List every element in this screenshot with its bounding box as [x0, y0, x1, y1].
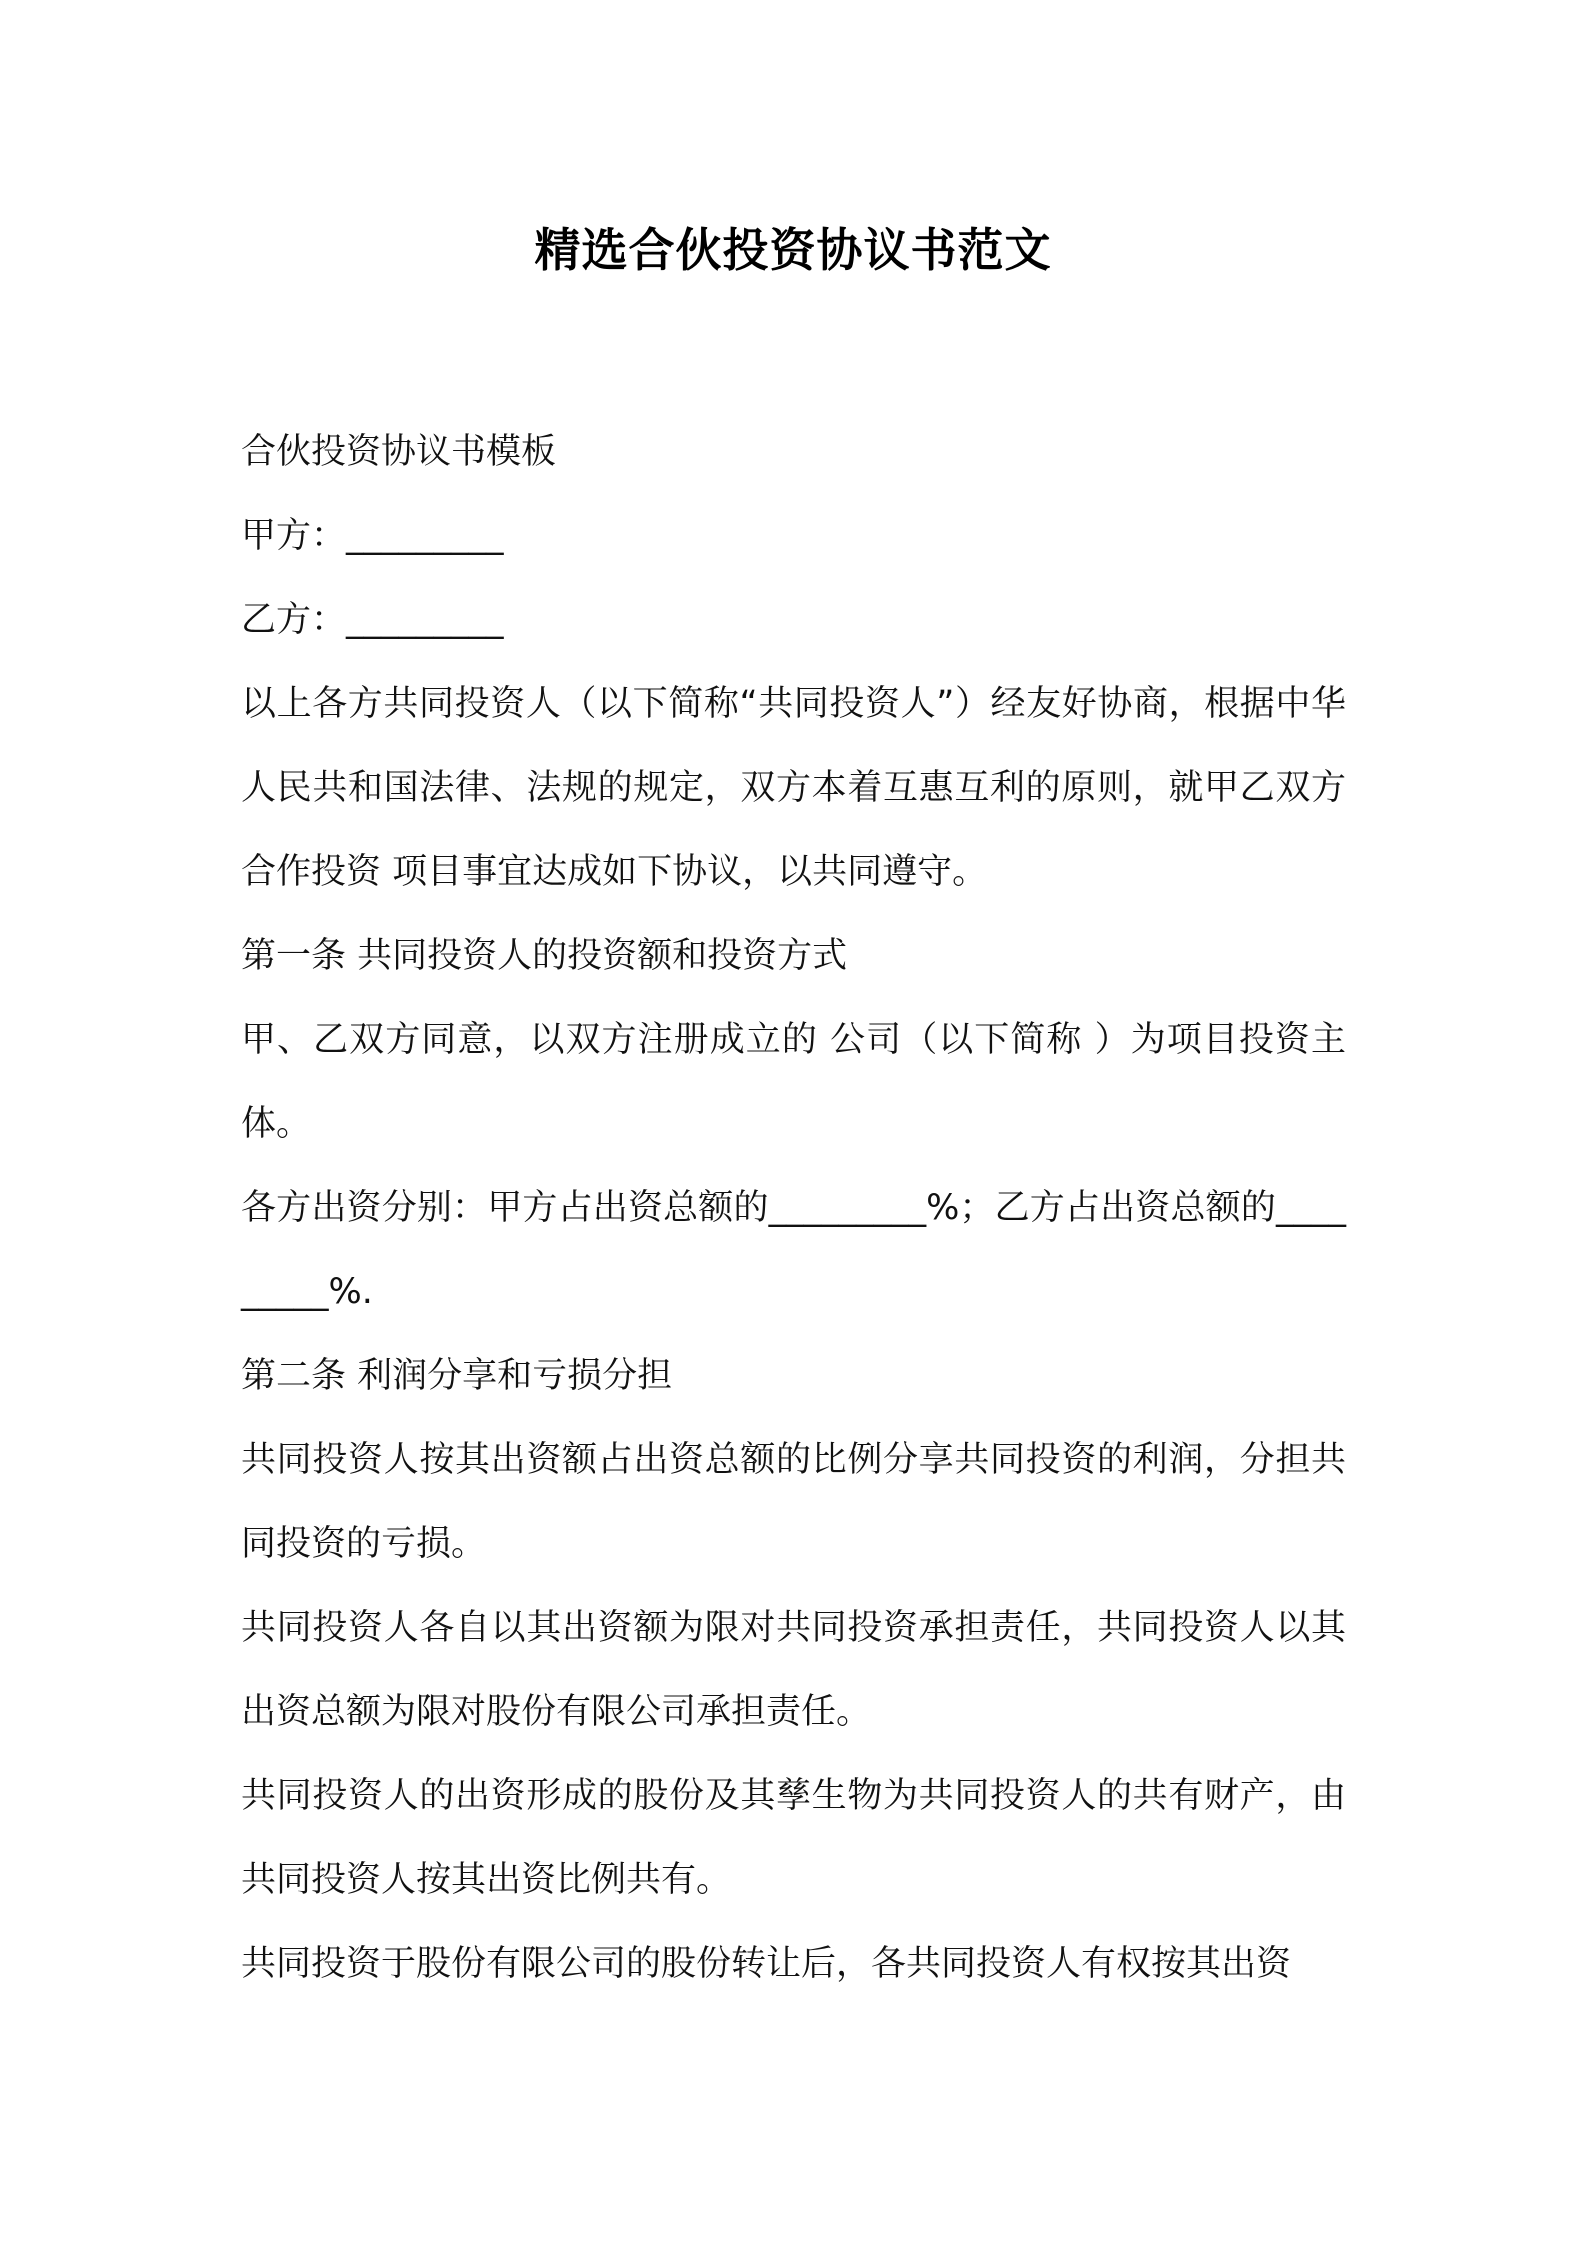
article-1-heading: 第一条 共同投资人的投资额和投资方式: [241, 936, 848, 976]
paragraph-profit-sharing: 共同投资人按其出资额占出资总额的比例分享共同投资的利润，分担共同投资的亏损。: [241, 1440, 1346, 1564]
article-2-heading: 第二条 利润分享和亏损分担: [241, 1356, 673, 1396]
paragraph-share-transfer: 共同投资于股份有限公司的股份转让后，各共同投资人有权按其出资: [241, 1944, 1292, 1984]
paragraph-party-a: 甲方：_________: [241, 516, 504, 556]
paragraph-liability: 共同投资人各自以其出资额为限对共同投资承担责任，共同投资人以其出资总额为限对股份有限公司承担责任。: [241, 1608, 1346, 1732]
paragraph-preamble: 以上各方共同投资人（以下简称“共同投资人”）经友好协商，根据中华人民共和国法律、法规的规定，双方本着互惠互利的原则，就甲乙双方合作投资 项目事宜达成如下协议，以共同遵守。: [241, 684, 1346, 892]
paragraph-contribution-ratio: 各方出资分别：甲方占出资总额的_________%；乙方占出资总额的_________%.: [241, 1188, 1346, 1312]
paragraph-party-b: 乙方：_________: [241, 600, 504, 640]
paragraph-joint-property: 共同投资人的出资形成的股份及其孳生物为共同投资人的共有财产，由共同投资人按其出资比例共有。: [241, 1776, 1346, 1900]
paragraph-template-heading: 合伙投资协议书模板: [241, 432, 557, 472]
paragraph-investment-entity: 甲、乙双方同意，以双方注册成立的 公司（以下简称 ）为项目投资主体。: [241, 1020, 1346, 1144]
document-body: [241, 410, 1346, 2006]
document-title: 精选合伙投资协议书范文: [534, 223, 1052, 277]
